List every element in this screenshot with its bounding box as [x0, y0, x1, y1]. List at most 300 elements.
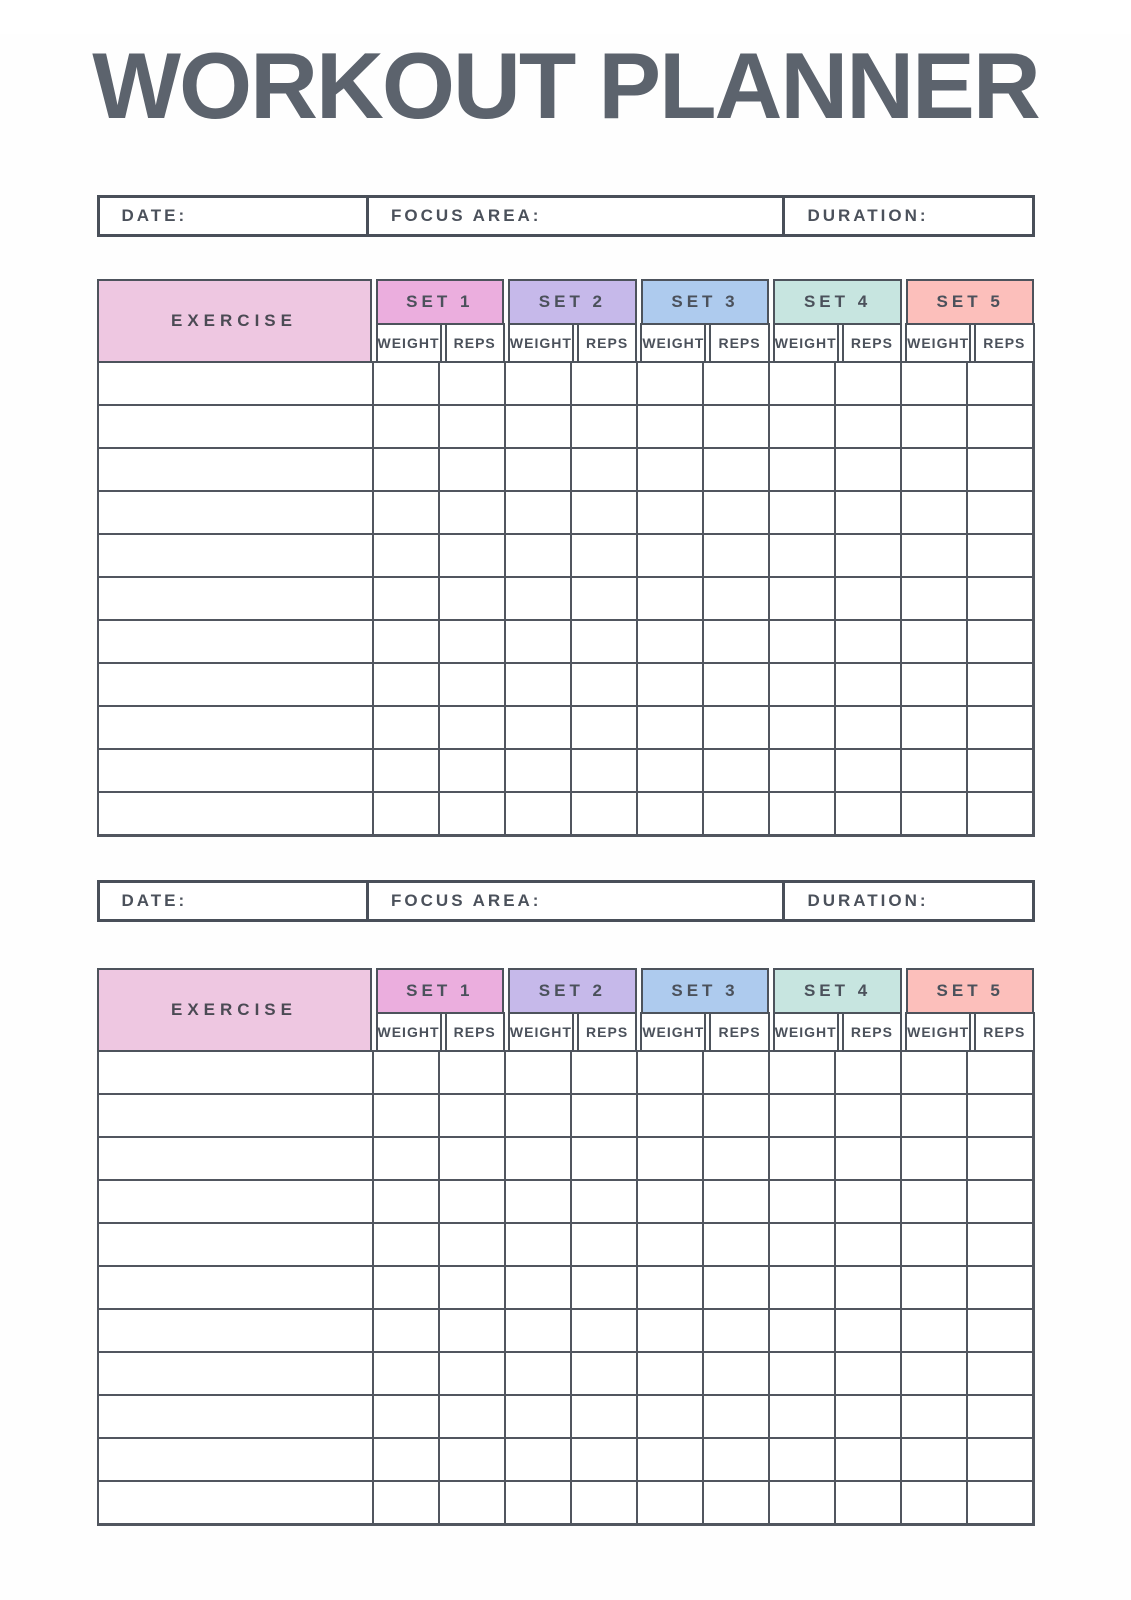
- set-value-input-cell[interactable]: [374, 406, 438, 447]
- set-value-input-cell[interactable]: [902, 492, 966, 533]
- set-value-input-cell[interactable]: [374, 578, 438, 619]
- set-value-input-cell[interactable]: [506, 449, 570, 490]
- set-value-input-cell[interactable]: [572, 707, 636, 748]
- weight-header: [905, 323, 971, 363]
- set-5-header: [906, 279, 1035, 325]
- set-value-input-cell[interactable]: [836, 1396, 900, 1437]
- weight-label: WEIGHT: [377, 1024, 440, 1041]
- workout-table: [97, 279, 1035, 837]
- exercise-input-cell[interactable]: [99, 449, 372, 490]
- set-value-input-cell[interactable]: [638, 793, 702, 834]
- set-value-input-cell[interactable]: [440, 1439, 504, 1480]
- set-value-input-cell[interactable]: [704, 750, 768, 791]
- set-value-input-cell[interactable]: [374, 1310, 438, 1351]
- set-value-input-cell[interactable]: [506, 363, 570, 404]
- set-value-input-cell[interactable]: [638, 1353, 702, 1394]
- set-value-input-cell[interactable]: [506, 1095, 570, 1136]
- set-value-input-cell[interactable]: [968, 750, 1032, 791]
- set-value-input-cell[interactable]: [704, 406, 768, 447]
- reps-label: REPS: [850, 335, 893, 352]
- set-value-input-cell[interactable]: [638, 449, 702, 490]
- set-value-input-cell[interactable]: [836, 406, 900, 447]
- set-value-input-cell[interactable]: [572, 449, 636, 490]
- set-value-input-cell[interactable]: [440, 535, 504, 576]
- set-value-input-cell[interactable]: [836, 492, 900, 533]
- exercise-input-cell[interactable]: [99, 621, 372, 662]
- set-value-input-cell[interactable]: [770, 363, 834, 404]
- workout-table: [97, 968, 1035, 1526]
- focus-area-label: FOCUS AREA:: [391, 891, 542, 911]
- set-value-input-cell[interactable]: [374, 1396, 438, 1437]
- set-value-input-cell[interactable]: [704, 578, 768, 619]
- set-value-input-cell[interactable]: [902, 1181, 966, 1222]
- set-value-input-cell[interactable]: [902, 1353, 966, 1394]
- set-value-input-cell[interactable]: [572, 1095, 636, 1136]
- set-value-input-cell[interactable]: [638, 1310, 702, 1351]
- set-value-input-cell[interactable]: [572, 363, 636, 404]
- exercise-header-label: EXERCISE: [171, 311, 297, 331]
- set-value-input-cell[interactable]: [770, 750, 834, 791]
- set-value-input-cell[interactable]: [374, 1439, 438, 1480]
- set-value-input-cell[interactable]: [440, 1138, 504, 1179]
- set-value-input-cell[interactable]: [638, 707, 702, 748]
- set-4-label: SET 4: [803, 292, 872, 312]
- set-value-input-cell[interactable]: [836, 1439, 900, 1480]
- duration-field[interactable]: [785, 883, 1031, 919]
- set-value-input-cell[interactable]: [836, 1482, 900, 1523]
- set-value-input-cell[interactable]: [506, 1353, 570, 1394]
- set-value-input-cell[interactable]: [440, 1267, 504, 1308]
- reps-label: REPS: [850, 1024, 893, 1041]
- exercise-input-cell[interactable]: [99, 406, 372, 447]
- reps-header: [974, 1012, 1034, 1052]
- set-value-input-cell[interactable]: [902, 363, 966, 404]
- weight-label: WEIGHT: [907, 1024, 970, 1041]
- set-value-input-cell[interactable]: [572, 406, 636, 447]
- set-value-input-cell[interactable]: [440, 1396, 504, 1437]
- set-value-input-cell[interactable]: [572, 664, 636, 705]
- set-value-input-cell[interactable]: [638, 1181, 702, 1222]
- set-value-input-cell[interactable]: [902, 707, 966, 748]
- exercise-input-cell[interactable]: [99, 664, 372, 705]
- set-value-input-cell[interactable]: [704, 1310, 768, 1351]
- set-value-input-cell[interactable]: [572, 535, 636, 576]
- set-value-input-cell[interactable]: [440, 1353, 504, 1394]
- set-2-header: [508, 279, 637, 325]
- exercise-input-cell[interactable]: [99, 1482, 372, 1523]
- set-value-input-cell[interactable]: [440, 750, 504, 791]
- date-field[interactable]: [100, 198, 367, 234]
- set-value-input-cell[interactable]: [968, 621, 1032, 662]
- set-value-input-cell[interactable]: [836, 1095, 900, 1136]
- set-value-input-cell[interactable]: [506, 1482, 570, 1523]
- planner-section-1: [97, 195, 1035, 837]
- set-value-input-cell[interactable]: [836, 1353, 900, 1394]
- set-value-input-cell[interactable]: [440, 449, 504, 490]
- set-value-input-cell[interactable]: [968, 1052, 1032, 1093]
- set-value-input-cell[interactable]: [770, 1181, 834, 1222]
- set-3-header: [641, 279, 770, 325]
- sets-header-area: [376, 968, 1035, 1052]
- set-value-input-cell[interactable]: [374, 1138, 438, 1179]
- set-value-input-cell[interactable]: [374, 492, 438, 533]
- set-value-input-cell[interactable]: [902, 1310, 966, 1351]
- reps-label: REPS: [586, 1024, 629, 1041]
- set-value-input-cell[interactable]: [506, 535, 570, 576]
- set-value-input-cell[interactable]: [572, 793, 636, 834]
- reps-label: REPS: [453, 335, 496, 352]
- set-value-input-cell[interactable]: [638, 621, 702, 662]
- set-value-input-cell[interactable]: [506, 750, 570, 791]
- set-value-input-cell[interactable]: [638, 578, 702, 619]
- set-value-input-cell[interactable]: [572, 1439, 636, 1480]
- weight-label: WEIGHT: [642, 1024, 705, 1041]
- set-value-input-cell[interactable]: [704, 1052, 768, 1093]
- set-value-input-cell[interactable]: [572, 1396, 636, 1437]
- set-value-input-cell[interactable]: [902, 1482, 966, 1523]
- set-value-input-cell[interactable]: [968, 1396, 1032, 1437]
- set-value-input-cell[interactable]: [902, 621, 966, 662]
- set-value-input-cell[interactable]: [968, 363, 1032, 404]
- set-value-input-cell[interactable]: [572, 1353, 636, 1394]
- set-value-input-cell[interactable]: [374, 1224, 438, 1265]
- exercise-input-cell[interactable]: [99, 578, 372, 619]
- reps-label: REPS: [718, 1024, 761, 1041]
- set-value-input-cell[interactable]: [770, 1052, 834, 1093]
- weight-header: [376, 1012, 442, 1052]
- set-value-input-cell[interactable]: [770, 1310, 834, 1351]
- duration-field[interactable]: [785, 198, 1031, 234]
- set-value-input-cell[interactable]: [770, 535, 834, 576]
- set-value-input-cell[interactable]: [770, 707, 834, 748]
- set-value-input-cell[interactable]: [836, 1267, 900, 1308]
- reps-label: REPS: [983, 1024, 1026, 1041]
- weight-header: [508, 1012, 574, 1052]
- set-value-input-cell[interactable]: [968, 707, 1032, 748]
- set-value-input-cell[interactable]: [704, 793, 768, 834]
- set-value-input-cell[interactable]: [770, 1482, 834, 1523]
- set-value-input-cell[interactable]: [440, 793, 504, 834]
- set-value-input-cell[interactable]: [836, 793, 900, 834]
- exercise-log-grid: [97, 1050, 1035, 1526]
- exercise-input-cell[interactable]: [99, 1310, 372, 1351]
- set-value-input-cell[interactable]: [440, 621, 504, 662]
- set-value-input-cell[interactable]: [704, 1138, 768, 1179]
- set-value-input-cell[interactable]: [572, 1138, 636, 1179]
- set-value-input-cell[interactable]: [770, 1439, 834, 1480]
- set-value-input-cell[interactable]: [836, 363, 900, 404]
- set-value-input-cell[interactable]: [374, 621, 438, 662]
- set-value-input-cell[interactable]: [968, 1482, 1032, 1523]
- set-value-input-cell[interactable]: [902, 750, 966, 791]
- exercise-input-cell[interactable]: [99, 1052, 372, 1093]
- set-value-input-cell[interactable]: [374, 1181, 438, 1222]
- reps-label: REPS: [453, 1024, 496, 1041]
- set-value-input-cell[interactable]: [902, 449, 966, 490]
- set-value-input-cell[interactable]: [506, 621, 570, 662]
- set-value-input-cell[interactable]: [836, 664, 900, 705]
- set-value-input-cell[interactable]: [572, 621, 636, 662]
- set-value-input-cell[interactable]: [638, 1224, 702, 1265]
- exercise-input-cell[interactable]: [99, 535, 372, 576]
- set-value-input-cell[interactable]: [440, 1095, 504, 1136]
- set-value-input-cell[interactable]: [836, 1224, 900, 1265]
- set-value-input-cell[interactable]: [572, 1310, 636, 1351]
- set-value-input-cell[interactable]: [704, 492, 768, 533]
- set-value-input-cell[interactable]: [440, 1181, 504, 1222]
- exercise-input-cell[interactable]: [99, 492, 372, 533]
- set-value-input-cell[interactable]: [704, 1224, 768, 1265]
- set-value-input-cell[interactable]: [506, 664, 570, 705]
- set-value-input-cell[interactable]: [836, 621, 900, 662]
- set-value-input-cell[interactable]: [968, 793, 1032, 834]
- set-value-input-cell[interactable]: [440, 707, 504, 748]
- set-value-input-cell[interactable]: [440, 664, 504, 705]
- set-value-input-cell[interactable]: [638, 1138, 702, 1179]
- set-value-input-cell[interactable]: [836, 1310, 900, 1351]
- set-value-input-cell[interactable]: [638, 1482, 702, 1523]
- set-value-input-cell[interactable]: [638, 664, 702, 705]
- set-value-input-cell[interactable]: [440, 363, 504, 404]
- set-value-input-cell[interactable]: [704, 621, 768, 662]
- set-value-input-cell[interactable]: [638, 535, 702, 576]
- weight-label: WEIGHT: [774, 1024, 837, 1041]
- focus-area-field[interactable]: [369, 883, 782, 919]
- set-value-input-cell[interactable]: [374, 750, 438, 791]
- set-value-input-cell[interactable]: [836, 750, 900, 791]
- set-value-input-cell[interactable]: [572, 1267, 636, 1308]
- set-value-input-cell[interactable]: [968, 1095, 1032, 1136]
- set-value-input-cell[interactable]: [506, 1224, 570, 1265]
- set-value-input-cell[interactable]: [374, 1095, 438, 1136]
- set-value-input-cell[interactable]: [572, 1181, 636, 1222]
- set-2-label: SET 2: [538, 292, 607, 312]
- set-value-input-cell[interactable]: [638, 406, 702, 447]
- set-value-input-cell[interactable]: [704, 664, 768, 705]
- exercise-input-cell[interactable]: [99, 1439, 372, 1480]
- set-value-input-cell[interactable]: [506, 406, 570, 447]
- set-value-input-cell[interactable]: [968, 1310, 1032, 1351]
- set-value-input-cell[interactable]: [968, 1439, 1032, 1480]
- set-value-input-cell[interactable]: [638, 1052, 702, 1093]
- set-value-input-cell[interactable]: [638, 1396, 702, 1437]
- set-value-input-cell[interactable]: [506, 1396, 570, 1437]
- set-value-input-cell[interactable]: [770, 449, 834, 490]
- set-value-input-cell[interactable]: [770, 492, 834, 533]
- weight-label: WEIGHT: [774, 335, 837, 352]
- set-value-input-cell[interactable]: [704, 1095, 768, 1136]
- set-3-label: SET 3: [671, 981, 739, 1001]
- set-value-input-cell[interactable]: [902, 1052, 966, 1093]
- set-value-input-cell[interactable]: [770, 664, 834, 705]
- set-value-input-cell[interactable]: [968, 1353, 1032, 1394]
- set-value-input-cell[interactable]: [902, 535, 966, 576]
- set-value-input-cell[interactable]: [968, 1138, 1032, 1179]
- set-value-input-cell[interactable]: [506, 492, 570, 533]
- exercise-column-header: [97, 279, 372, 363]
- set-value-input-cell[interactable]: [968, 492, 1032, 533]
- set-value-input-cell[interactable]: [440, 406, 504, 447]
- focus-area-label: FOCUS AREA:: [391, 206, 542, 226]
- set-value-input-cell[interactable]: [374, 1353, 438, 1394]
- exercise-input-cell[interactable]: [99, 1224, 372, 1265]
- set-value-input-cell[interactable]: [770, 1353, 834, 1394]
- set-value-input-cell[interactable]: [506, 1138, 570, 1179]
- set-value-input-cell[interactable]: [506, 793, 570, 834]
- set-value-input-cell[interactable]: [968, 1181, 1032, 1222]
- set-value-input-cell[interactable]: [836, 1052, 900, 1093]
- set-1-header: [376, 279, 505, 325]
- set-value-input-cell[interactable]: [770, 1396, 834, 1437]
- exercise-input-cell[interactable]: [99, 1138, 372, 1179]
- set-value-input-cell[interactable]: [770, 1267, 834, 1308]
- set-value-input-cell[interactable]: [770, 578, 834, 619]
- set-value-input-cell[interactable]: [836, 707, 900, 748]
- set-value-input-cell[interactable]: [770, 1095, 834, 1136]
- exercise-input-cell[interactable]: [99, 750, 372, 791]
- set-value-input-cell[interactable]: [506, 1439, 570, 1480]
- set-value-input-cell[interactable]: [770, 621, 834, 662]
- weight-label: WEIGHT: [642, 335, 705, 352]
- set-value-input-cell[interactable]: [836, 1181, 900, 1222]
- set-value-input-cell[interactable]: [968, 1224, 1032, 1265]
- set-value-input-cell[interactable]: [836, 535, 900, 576]
- set-3-label: SET 3: [671, 292, 739, 312]
- set-value-input-cell[interactable]: [374, 1482, 438, 1523]
- reps-header: [709, 323, 769, 363]
- set-value-input-cell[interactable]: [902, 1439, 966, 1480]
- exercise-input-cell[interactable]: [99, 1353, 372, 1394]
- exercise-input-cell[interactable]: [99, 363, 372, 404]
- set-header-row: [376, 279, 1035, 325]
- set-value-input-cell[interactable]: [968, 578, 1032, 619]
- weight-header: [773, 323, 839, 363]
- exercise-input-cell[interactable]: [99, 707, 372, 748]
- set-value-input-cell[interactable]: [374, 707, 438, 748]
- set-value-input-cell[interactable]: [506, 578, 570, 619]
- set-value-input-cell[interactable]: [770, 406, 834, 447]
- set-value-input-cell[interactable]: [704, 1267, 768, 1308]
- reps-header: [842, 1012, 902, 1052]
- set-value-input-cell[interactable]: [506, 707, 570, 748]
- set-value-input-cell[interactable]: [638, 1439, 702, 1480]
- set-value-input-cell[interactable]: [968, 535, 1032, 576]
- set-value-input-cell[interactable]: [836, 1138, 900, 1179]
- set-value-input-cell[interactable]: [902, 793, 966, 834]
- set-value-input-cell[interactable]: [638, 492, 702, 533]
- set-value-input-cell[interactable]: [374, 793, 438, 834]
- set-value-input-cell[interactable]: [704, 707, 768, 748]
- set-value-input-cell[interactable]: [506, 1310, 570, 1351]
- set-3-header: [641, 968, 770, 1014]
- planner-page: [0, 34, 1131, 1600]
- planner-section-2: [97, 880, 1035, 1526]
- set-value-input-cell[interactable]: [902, 1396, 966, 1437]
- meta-bar: [97, 880, 1035, 922]
- set-value-input-cell[interactable]: [770, 793, 834, 834]
- set-value-input-cell[interactable]: [704, 535, 768, 576]
- set-1-label: SET 1: [406, 292, 474, 312]
- set-value-input-cell[interactable]: [440, 1310, 504, 1351]
- set-value-input-cell[interactable]: [374, 449, 438, 490]
- set-value-input-cell[interactable]: [638, 363, 702, 404]
- set-value-input-cell[interactable]: [374, 535, 438, 576]
- set-value-input-cell[interactable]: [704, 449, 768, 490]
- set-value-input-cell[interactable]: [572, 578, 636, 619]
- reps-header: [974, 323, 1034, 363]
- set-value-input-cell[interactable]: [440, 1052, 504, 1093]
- set-value-input-cell[interactable]: [440, 492, 504, 533]
- set-value-input-cell[interactable]: [440, 1482, 504, 1523]
- set-value-input-cell[interactable]: [506, 1267, 570, 1308]
- set-value-input-cell[interactable]: [572, 1482, 636, 1523]
- set-value-input-cell[interactable]: [374, 1052, 438, 1093]
- set-value-input-cell[interactable]: [638, 750, 702, 791]
- set-value-input-cell[interactable]: [968, 1267, 1032, 1308]
- set-value-input-cell[interactable]: [836, 449, 900, 490]
- set-value-input-cell[interactable]: [440, 1224, 504, 1265]
- set-value-input-cell[interactable]: [770, 1224, 834, 1265]
- set-value-input-cell[interactable]: [902, 1138, 966, 1179]
- set-value-input-cell[interactable]: [374, 363, 438, 404]
- set-value-input-cell[interactable]: [506, 1052, 570, 1093]
- set-value-input-cell[interactable]: [572, 492, 636, 533]
- set-value-input-cell[interactable]: [902, 578, 966, 619]
- set-value-input-cell[interactable]: [704, 1482, 768, 1523]
- exercise-input-cell[interactable]: [99, 1396, 372, 1437]
- set-value-input-cell[interactable]: [704, 1353, 768, 1394]
- set-value-input-cell[interactable]: [902, 1095, 966, 1136]
- set-value-input-cell[interactable]: [968, 406, 1032, 447]
- set-value-input-cell[interactable]: [704, 1439, 768, 1480]
- exercise-input-cell[interactable]: [99, 1267, 372, 1308]
- set-value-input-cell[interactable]: [572, 1224, 636, 1265]
- set-value-input-cell[interactable]: [638, 1095, 702, 1136]
- set-value-input-cell[interactable]: [704, 1181, 768, 1222]
- set-value-input-cell[interactable]: [704, 1396, 768, 1437]
- set-4-header: [773, 968, 902, 1014]
- set-value-input-cell[interactable]: [374, 664, 438, 705]
- weight-header: [508, 323, 574, 363]
- exercise-input-cell[interactable]: [99, 793, 372, 834]
- set-4-label: SET 4: [803, 981, 872, 1001]
- set-value-input-cell[interactable]: [638, 1267, 702, 1308]
- exercise-input-cell[interactable]: [99, 1095, 372, 1136]
- set-value-input-cell[interactable]: [902, 1224, 966, 1265]
- set-value-input-cell[interactable]: [440, 578, 504, 619]
- focus-area-field[interactable]: [369, 198, 782, 234]
- set-value-input-cell[interactable]: [968, 449, 1032, 490]
- set-value-input-cell[interactable]: [902, 406, 966, 447]
- set-value-input-cell[interactable]: [704, 363, 768, 404]
- set-value-input-cell[interactable]: [770, 1138, 834, 1179]
- exercise-column-header: [97, 968, 372, 1052]
- exercise-input-cell[interactable]: [99, 1181, 372, 1222]
- set-value-input-cell[interactable]: [902, 664, 966, 705]
- sets-header-area: [376, 279, 1035, 363]
- date-field[interactable]: [100, 883, 367, 919]
- weight-reps-header-row: [376, 323, 1035, 363]
- set-value-input-cell[interactable]: [374, 1267, 438, 1308]
- set-value-input-cell[interactable]: [968, 664, 1032, 705]
- reps-label: REPS: [718, 335, 761, 352]
- reps-header: [445, 1012, 505, 1052]
- set-value-input-cell[interactable]: [902, 1267, 966, 1308]
- set-value-input-cell[interactable]: [836, 578, 900, 619]
- set-value-input-cell[interactable]: [572, 1052, 636, 1093]
- set-value-input-cell[interactable]: [572, 750, 636, 791]
- set-value-input-cell[interactable]: [506, 1181, 570, 1222]
